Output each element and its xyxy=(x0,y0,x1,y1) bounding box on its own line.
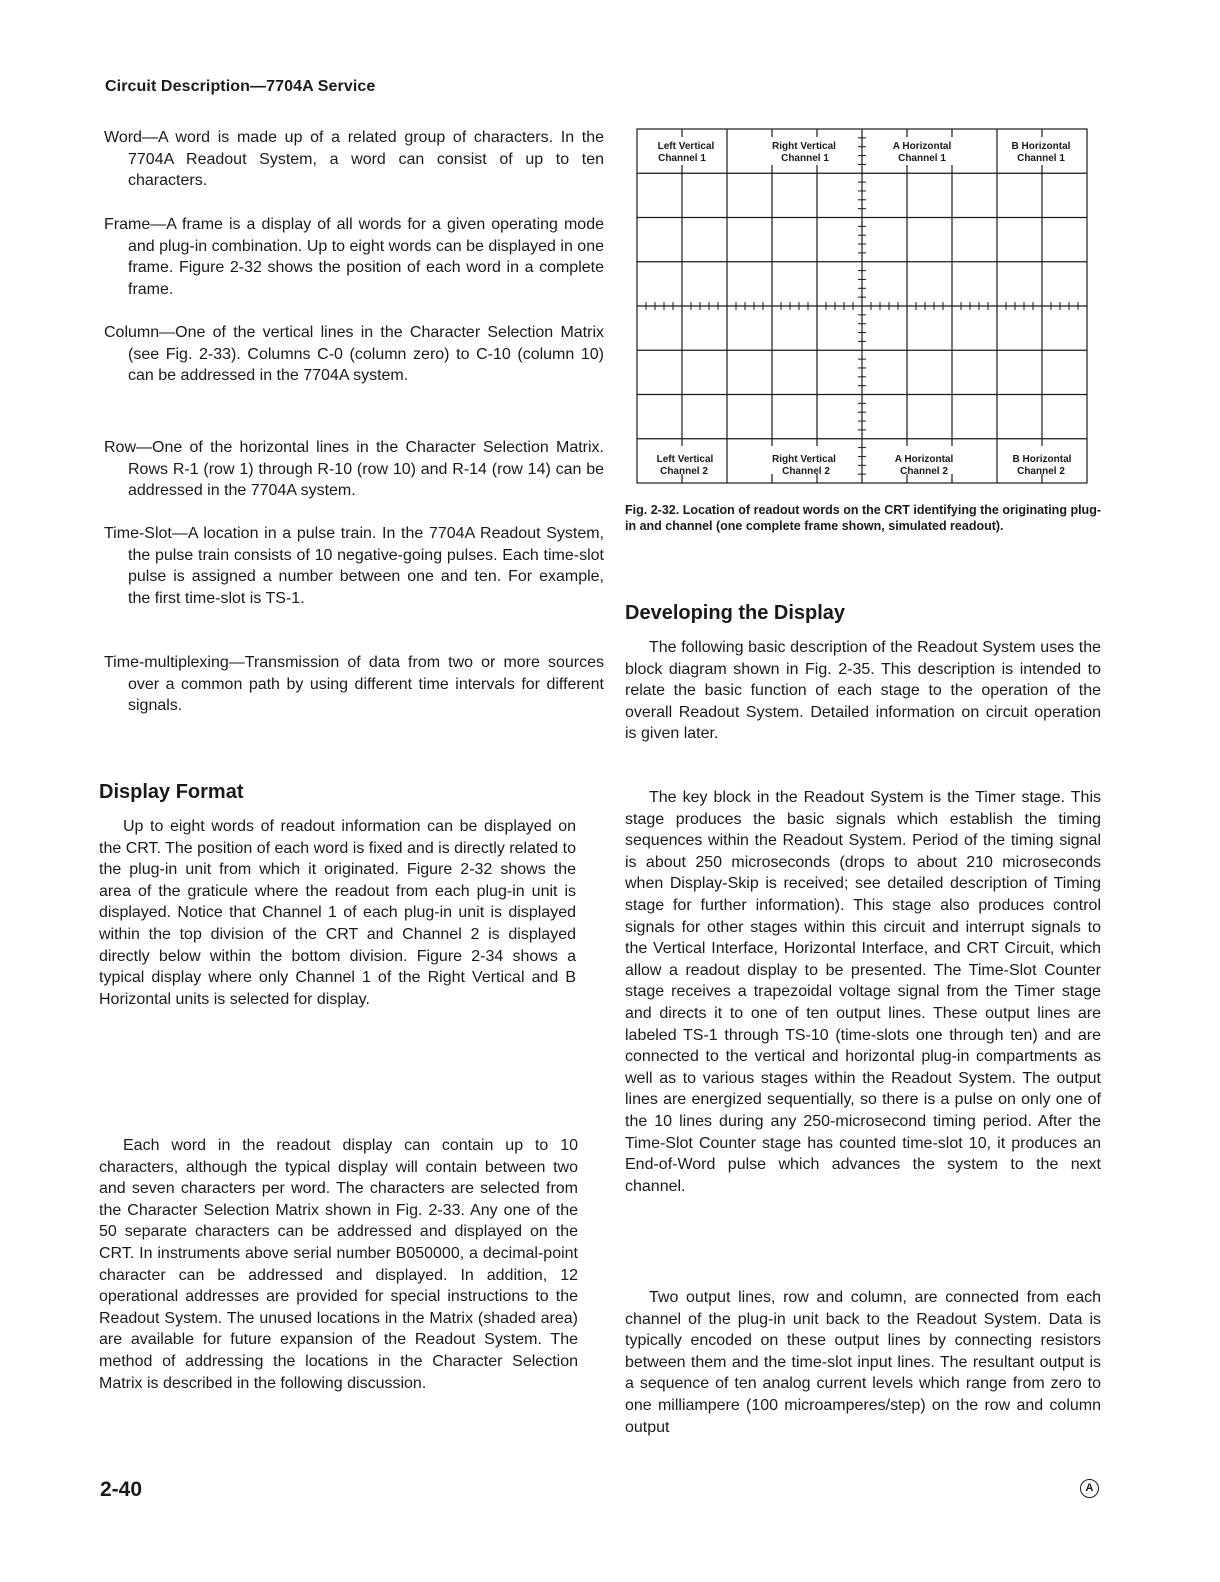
label-right-vertical-ch1-line2: Channel 1 xyxy=(781,153,829,164)
definition-row: Row—One of the horizontal lines in the Character Selection Matrix. Rows R-1 (row 1) through R-10 (row 10) and R-14 (row 14) can be addressed in the 7704A system. xyxy=(104,439,604,500)
running-head: Circuit Description—7704A Service xyxy=(105,78,376,95)
display-format-paragraph: Up to eight words of readout information can be displayed on the CRT. The position of each word is fixed and is directly related to the plug-in unit from which it originated. Figure 2-32 shows the area of the graticule where the readout from each plug-in unit is displayed. Notice that Channel 1 of each plug-in unit is displayed within the top division of the CRT and Channel 2 is displayed directly below within the bottom division. Figure 2-34 shows a typical display where only Channel 1 of the Right Vertical and B Horizontal units is selected for display. xyxy=(99,818,576,1008)
label-b-horizontal-ch2-line2: Channel 2 xyxy=(1017,466,1065,477)
display-format-paragraph: Each word in the readout display can contain up to 10 characters, although the typical display will contain between two and seven characters per word. The characters are selected from the Character Selection Matrix shown in Fig. 2-33. Any one of the 50 separate characters can be addressed and displayed on the CRT. In instruments above serial number B050000, a decimal-point character can be addressed and displayed. In addition, 12 operational addresses are provided for special instructions to the Readout System. The unused locations in the Matrix (shaded area) are available for future expansion of the Readout System. The method of addressing the locations in the Character Selection Matrix is described in the following discussion. xyxy=(99,1137,578,1392)
definition-column: Column—One of the vertical lines in the Character Selection Matrix (see Fig. 2-33). Columns C-0 (column zero) to C-10 (column 10) can be addressed in the 7704A system. xyxy=(104,324,604,385)
label-right-vertical-ch2-line2: Channel 2 xyxy=(782,466,830,477)
display-format-heading: Display Format xyxy=(99,781,244,803)
label-left-vertical-ch2-line1: Left Vertical xyxy=(656,454,714,465)
developing-paragraph: Two output lines, row and column, are connected from each channel of the plug-in unit back to the Readout System. Data is typically encoded on these output lines by connecting resistors between them and the time-slot input lines. The resultant output is a sequence of ten analog current levels which range from zero to one milliampere (100 microamperes/step) on the row and column output xyxy=(625,1289,1101,1436)
page-number: 2-40 xyxy=(100,1478,143,1501)
developing-paragraph: The key block in the Readout System is the Timer stage. This stage produces the basic signals which establish the timing sequences within the Readout System. Period of the timing signal is about 250 microseconds (drops to about 210 microseconds when Display-Skip is received; see detailed description of Timing stage for further information). This stage also produces control signals for other stages within this circuit and interrupt signals to the Vertical Interface, Horizontal Interface, and CRT Circuit, which allow a readout display to be presented. The Time-Slot Counter stage receives a trapezoidal voltage signal from the Timer stage and directs it to one of ten output lines. These output lines are labeled TS-1 through TS-10 (time-slots one through ten) and are connected to the vertical and horizontal plug-in compartments as well as to various stages within the Readout System. The output lines are energized sequentially, so there is a pulse on only one of the 10 lines during any 250-microsecond timing period. After the Time-Slot Counter stage has counted time-slot 10, it produces an End-of-Word pulse which advances the system to the next channel. xyxy=(625,789,1101,1195)
label-left-vertical-ch1-line2: Channel 1 xyxy=(658,153,706,164)
definition-frame: Frame—A frame is a display of all words for a given operating mode and plug-in combination. Up to eight words can be displayed in one frame. Figure 2-32 shows the position of each word in a complete frame. xyxy=(104,216,604,298)
figure-caption: Fig. 2-32. Location of readout words on the CRT identifying the originating plug-in and channel (one complete frame shown, simulated readout). xyxy=(625,503,1101,533)
developing-paragraph: The following basic description of the Readout System uses the block diagram shown in Fig. 2-35. This description is intended to relate the basic function of each stage to the operation of the overall Readout System. Detailed information on circuit operation is given later. xyxy=(625,639,1101,743)
label-left-vertical-ch1-line1: Left Vertical xyxy=(657,141,715,152)
definition-word: Word—A word is made up of a related group of characters. In the 7704A Readout System, a word can consist of up to ten characters. xyxy=(104,129,604,190)
label-b-horizontal-ch1-line1: B Horizontal xyxy=(1011,141,1071,152)
crt-graticule-figure xyxy=(636,128,1088,484)
label-right-vertical-ch1-line1: Right Vertical xyxy=(772,141,836,152)
label-a-horizontal-ch1-line1: A Horizontal xyxy=(892,141,952,152)
label-right-vertical-ch2-line1: Right Vertical xyxy=(772,454,836,465)
label-a-horizontal-ch2-line2: Channel 2 xyxy=(900,466,948,477)
label-b-horizontal-ch2-line1: B Horizontal xyxy=(1012,454,1072,465)
definition-time-slot: Time-Slot—A location in a pulse train. In the 7704A Readout System, the pulse train consists of 10 negative-going pulses. Each time-slot pulse is assigned a number between one and ten. For example, the first time-slot is TS-1. xyxy=(104,525,604,607)
label-left-vertical-ch2-line2: Channel 2 xyxy=(660,466,708,477)
label-a-horizontal-ch1-line2: Channel 1 xyxy=(898,153,946,164)
publisher-mark: A xyxy=(1080,1479,1099,1498)
label-b-horizontal-ch1-line2: Channel 1 xyxy=(1017,153,1065,164)
definition-time-multiplexing: Time-multiplexing—Transmission of data from two or more sources over a common path by using different time intervals for different signals. xyxy=(104,654,604,715)
developing-display-heading: Developing the Display xyxy=(625,602,846,624)
label-a-horizontal-ch2-line1: A Horizontal xyxy=(894,454,954,465)
